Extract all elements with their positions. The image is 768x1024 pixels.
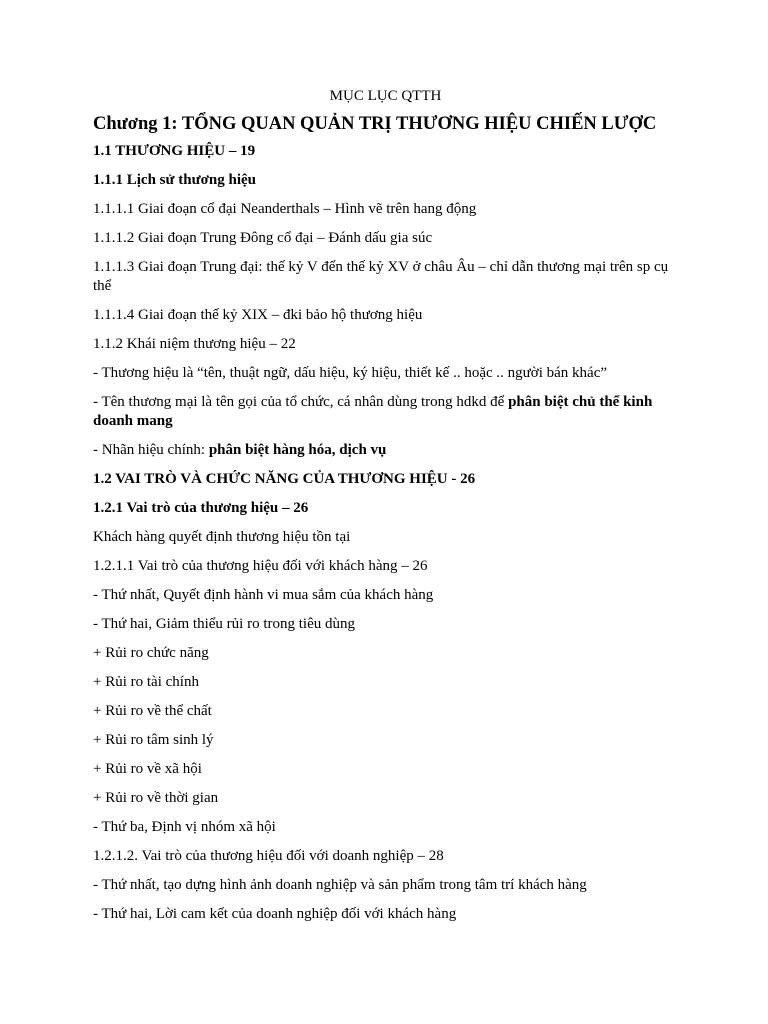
- list-item: 1.1.1.4 Giai đoạn thế kỷ XIX – đki bảo hộ thương hiệu: [93, 307, 423, 323]
- line-bold-text: phân biệt chủ thể kinh doanh mang: [93, 394, 653, 429]
- line-bold-text: phân biệt hàng hóa, dịch vụ: [208, 442, 387, 458]
- list-item: + Rủi ro về thời gian: [93, 790, 219, 806]
- list-item: - Thứ hai, Lời cam kết của doanh nghiệp đối với khách hàng: [93, 906, 457, 922]
- list-item: 1.2.1.1 Vai trò của thương hiệu đối với khách hàng – 26: [93, 558, 428, 574]
- list-item: + Rủi ro về xã hội: [93, 761, 202, 777]
- list-item: + Rủi ro tài chính: [93, 674, 199, 690]
- list-item: 1.1.1.2 Giai đoạn Trung Đông cổ đại – Đánh dấu gia súc: [93, 230, 433, 246]
- list-item: - Thứ nhất, tạo dựng hình ảnh doanh nghiệp và sản phẩm trong tâm trí khách hàng: [93, 877, 587, 893]
- list-item: + Rủi ro chức năng: [93, 645, 209, 661]
- line-text: - Nhãn hiệu chính:: [93, 442, 209, 458]
- list-item: + Rủi ro tâm sinh lý: [93, 732, 214, 748]
- line-text: - Tên thương mại là tên gọi của tổ chức, cá nhân dùng trong hdkd để: [93, 394, 509, 410]
- document-page: [93, 86, 678, 934]
- chapter-heading: Chương 1: TỔNG QUAN QUẢN TRỊ THƯƠNG HIỆU CHIẾN LƯỢC: [93, 114, 657, 134]
- subsection-heading-1-2-1: 1.2.1 Vai trò của thương hiệu – 26: [93, 500, 309, 516]
- section-heading-1-2: 1.2 VAI TRÒ VÀ CHỨC NĂNG CỦA THƯƠNG HIỆU - 26: [93, 471, 476, 487]
- list-item: - Thương hiệu là “tên, thuật ngữ, dấu hiệu, ký hiệu, thiết kế .. hoặc .. người bán khác”: [93, 365, 608, 381]
- list-item: 1.1.1.1 Giai đoạn cổ đại Neanderthals – Hình vẽ trên hang động: [93, 201, 477, 217]
- list-item-mixed: [93, 393, 678, 431]
- subsection-heading-1-1-1: 1.1.1 Lịch sử thương hiệu: [93, 172, 257, 188]
- list-item-mixed: [93, 441, 678, 460]
- section-heading-1-1: 1.1 THƯƠNG HIỆU – 19: [93, 143, 256, 159]
- list-item: Khách hàng quyết định thương hiệu tồn tại: [93, 529, 351, 545]
- document-title: MỤC LỤC QTTH: [329, 88, 442, 104]
- list-item: 1.1.2 Khái niệm thương hiệu – 22: [93, 336, 296, 352]
- list-item: - Thứ nhất, Quyết định hành vi mua sắm của khách hàng: [93, 587, 434, 603]
- list-item: - Thứ ba, Định vị nhóm xã hội: [93, 819, 276, 835]
- list-item: 1.1.1.3 Giai đoạn Trung đại: thế kỷ V đến thế kỷ XV ở châu Âu – chỉ dẫn thương mại trên sp cụ thể: [93, 259, 669, 294]
- list-item: 1.2.1.2. Vai trò của thương hiệu đối với doanh nghiệp – 28: [93, 848, 444, 864]
- list-item: + Rủi ro về thể chất: [93, 703, 212, 719]
- list-item: - Thứ hai, Giảm thiểu rủi ro trong tiêu dùng: [93, 616, 355, 632]
